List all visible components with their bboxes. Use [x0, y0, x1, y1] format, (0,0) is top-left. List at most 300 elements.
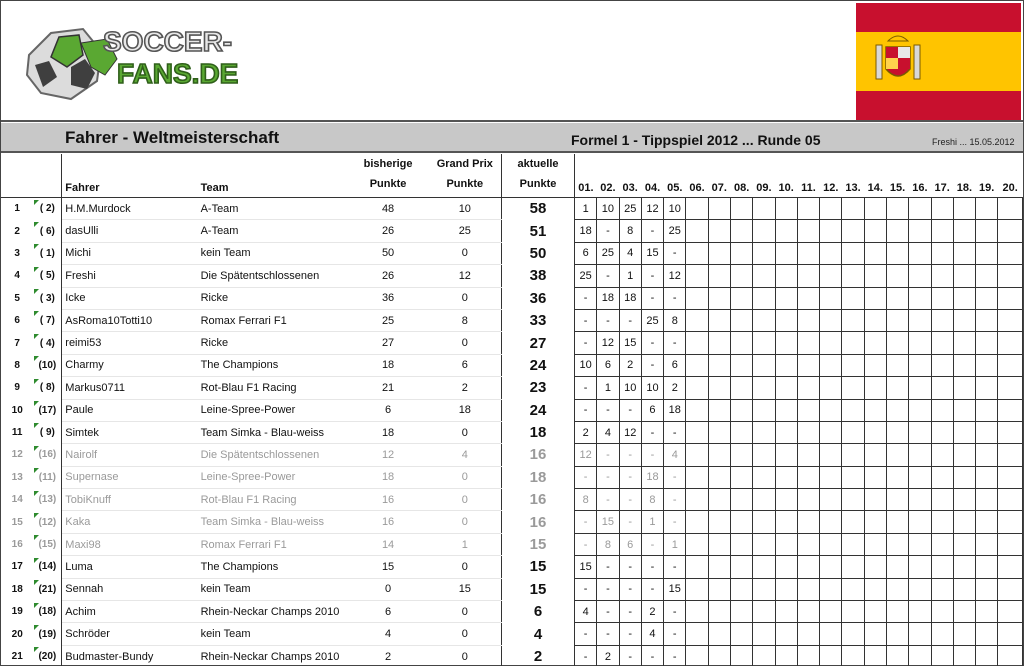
round-points-cell: 15	[619, 332, 641, 354]
round-points-cell: 8	[664, 309, 686, 331]
current-points-header	[502, 154, 575, 198]
round-points-cell	[753, 220, 775, 242]
round-points-cell	[842, 220, 864, 242]
previous-rank-cell: (14)	[33, 556, 61, 578]
round-header: 16.	[909, 154, 931, 198]
round-points-cell	[953, 466, 975, 488]
round-points-cell	[909, 242, 931, 264]
round-points-cell	[753, 444, 775, 466]
grand-prix-points-cell: 0	[429, 511, 502, 533]
round-points-cell	[708, 645, 730, 666]
grand-prix-points-cell: 0	[429, 556, 502, 578]
round-points-cell	[931, 466, 953, 488]
round-points-cell	[686, 444, 708, 466]
round-points-cell	[953, 489, 975, 511]
round-header: 02.	[597, 154, 619, 198]
rank-cell: 3	[14, 247, 20, 259]
grand-prix-points-cell: 0	[429, 623, 502, 645]
round-points-cell: -	[575, 287, 597, 309]
previous-rank-cell: ( 5)	[33, 265, 61, 287]
round-points-cell	[730, 601, 752, 623]
rank-cell: 6	[14, 315, 20, 327]
round-points-cell	[864, 220, 886, 242]
round-header: 14.	[864, 154, 886, 198]
round-points-cell: 25	[575, 265, 597, 287]
grand-prix-points-header-line2: Punkte	[446, 178, 484, 190]
round-points-cell	[953, 511, 975, 533]
round-points-cell	[909, 533, 931, 555]
round-points-cell: 2	[664, 377, 686, 399]
round-points-cell	[842, 377, 864, 399]
round-points-cell	[998, 511, 1023, 533]
round-points-cell: 6	[641, 399, 663, 421]
round-points-cell	[909, 601, 931, 623]
round-points-cell	[775, 489, 797, 511]
rank-cell: 14	[11, 494, 23, 506]
current-points-cell: 16	[502, 511, 575, 533]
previous-points-header-line1: bisherige	[363, 158, 413, 170]
round-points-cell	[931, 198, 953, 220]
round-points-cell: 25	[664, 220, 686, 242]
round-points-cell	[842, 556, 864, 578]
round-points-cell: 10	[641, 377, 663, 399]
round-points-cell	[976, 556, 998, 578]
round-points-cell	[842, 489, 864, 511]
author-date: Freshi ... 15.05.2012	[932, 137, 1015, 147]
round-points-cell: 6	[664, 354, 686, 376]
round-points-cell	[998, 399, 1023, 421]
round-points-cell	[976, 533, 998, 555]
round-header: 13.	[842, 154, 864, 198]
round-points-cell	[686, 242, 708, 264]
round-points-cell	[976, 466, 998, 488]
team-name-cell: A-Team	[198, 198, 348, 220]
round-points-cell	[842, 533, 864, 555]
round-points-cell	[753, 533, 775, 555]
round-header: 20.	[998, 154, 1023, 198]
standings-rows	[1, 198, 1023, 666]
round-points-cell: 10	[575, 354, 597, 376]
round-points-cell: 25	[597, 242, 619, 264]
round-points-cell	[998, 265, 1023, 287]
round-points-cell: -	[575, 309, 597, 331]
grand-prix-points-header	[429, 154, 502, 198]
round-points-cell: -	[619, 511, 641, 533]
round-points-cell	[842, 421, 864, 443]
current-points-cell: 18	[502, 466, 575, 488]
table-row	[1, 623, 1023, 645]
grand-prix-points-cell: 15	[429, 578, 502, 600]
team-name-cell: The Champions	[198, 556, 348, 578]
round-points-cell: 4	[619, 242, 641, 264]
round-points-cell: 2	[641, 601, 663, 623]
round-points-cell: 2	[619, 354, 641, 376]
round-points-cell	[886, 578, 908, 600]
round-points-cell	[842, 309, 864, 331]
previous-points-cell: 26	[348, 265, 429, 287]
grand-prix-points-cell: 25	[429, 220, 502, 242]
current-points-cell: 18	[502, 421, 575, 443]
round-points-cell	[931, 421, 953, 443]
round-points-cell: -	[619, 556, 641, 578]
team-name-cell: Romax Ferrari F1	[198, 309, 348, 331]
logo-text-line1: SOCCER-	[103, 26, 233, 57]
previous-points-cell: 50	[348, 242, 429, 264]
round-points-cell	[909, 354, 931, 376]
round-points-cell	[976, 578, 998, 600]
previous-points-cell: 2	[348, 645, 429, 666]
round-points-cell	[998, 645, 1023, 666]
round-points-cell	[842, 332, 864, 354]
team-name-cell: Rhein-Neckar Champs 2010	[198, 601, 348, 623]
driver-name-cell: reimi53	[62, 332, 198, 354]
round-points-cell	[797, 354, 819, 376]
round-points-cell	[775, 287, 797, 309]
round-points-cell	[797, 533, 819, 555]
previous-points-cell: 48	[348, 198, 429, 220]
round-points-cell	[708, 511, 730, 533]
round-points-cell: -	[664, 332, 686, 354]
round-points-cell: -	[597, 220, 619, 242]
round-points-cell	[708, 220, 730, 242]
grand-prix-points-cell: 8	[429, 309, 502, 331]
round-points-cell: -	[597, 489, 619, 511]
round-points-cell: -	[619, 645, 641, 666]
round-points-cell	[730, 578, 752, 600]
round-points-cell: -	[641, 220, 663, 242]
round-points-cell	[842, 287, 864, 309]
round-points-cell: 12	[641, 198, 663, 220]
current-points-cell: 36	[502, 287, 575, 309]
rank-cell: 10	[11, 404, 23, 416]
round-points-cell	[753, 511, 775, 533]
current-points-cell: 51	[502, 220, 575, 242]
driver-name-cell: Luma	[62, 556, 198, 578]
round-points-cell: 25	[619, 198, 641, 220]
round-points-cell	[953, 242, 975, 264]
previous-points-cell: 12	[348, 444, 429, 466]
round-points-cell	[976, 242, 998, 264]
round-points-cell: -	[619, 444, 641, 466]
table-row	[1, 578, 1023, 600]
round-points-cell	[842, 444, 864, 466]
round-points-cell	[753, 287, 775, 309]
rank-header	[1, 154, 33, 198]
round-points-cell	[998, 444, 1023, 466]
round-points-cell	[998, 533, 1023, 555]
round-points-cell: 18	[575, 220, 597, 242]
round-points-cell	[708, 399, 730, 421]
round-points-cell	[864, 489, 886, 511]
soccer-fans-logo	[21, 15, 251, 107]
round-points-cell	[953, 198, 975, 220]
round-header: 07.	[708, 154, 730, 198]
round-points-cell	[775, 578, 797, 600]
round-points-cell	[931, 377, 953, 399]
driver-name-cell: Markus0711	[62, 377, 198, 399]
round-points-cell	[686, 220, 708, 242]
round-points-cell	[953, 377, 975, 399]
round-points-cell	[775, 354, 797, 376]
previous-points-cell: 25	[348, 309, 429, 331]
round-points-cell	[775, 556, 797, 578]
current-points-cell: 16	[502, 489, 575, 511]
round-points-cell	[686, 466, 708, 488]
round-points-cell	[797, 623, 819, 645]
round-points-cell	[686, 287, 708, 309]
table-row	[1, 198, 1023, 220]
previous-points-cell: 4	[348, 623, 429, 645]
round-points-cell	[864, 399, 886, 421]
round-points-cell: 4	[597, 421, 619, 443]
round-points-cell	[864, 601, 886, 623]
rank-cell: 1	[14, 203, 20, 215]
table-row	[1, 220, 1023, 242]
round-points-cell	[976, 332, 998, 354]
round-points-cell	[775, 421, 797, 443]
round-points-cell	[775, 332, 797, 354]
round-points-cell: 1	[597, 377, 619, 399]
round-points-cell	[953, 309, 975, 331]
round-points-cell	[753, 354, 775, 376]
previous-points-cell: 18	[348, 466, 429, 488]
round-points-cell	[842, 601, 864, 623]
round-header: 05.	[664, 154, 686, 198]
round-points-cell	[998, 466, 1023, 488]
round-points-cell: -	[597, 265, 619, 287]
table-row	[1, 377, 1023, 399]
rank-cell: 8	[14, 359, 20, 371]
round-points-cell	[842, 399, 864, 421]
driver-name-cell: Maxi98	[62, 533, 198, 555]
round-points-cell	[708, 533, 730, 555]
round-points-cell	[976, 377, 998, 399]
round-points-cell	[686, 645, 708, 666]
round-points-cell	[864, 198, 886, 220]
round-points-cell	[931, 645, 953, 666]
team-name-cell: Romax Ferrari F1	[198, 533, 348, 555]
round-points-cell	[753, 377, 775, 399]
round-points-cell	[931, 489, 953, 511]
table-row	[1, 354, 1023, 376]
round-points-cell: 2	[575, 421, 597, 443]
round-points-cell	[753, 556, 775, 578]
round-points-cell	[797, 444, 819, 466]
round-points-cell	[998, 220, 1023, 242]
round-points-cell	[797, 466, 819, 488]
round-points-cell	[708, 354, 730, 376]
previous-rank-cell: (15)	[33, 533, 61, 555]
round-points-cell	[931, 623, 953, 645]
round-header: 15.	[886, 154, 908, 198]
round-points-cell	[797, 601, 819, 623]
round-points-cell	[797, 511, 819, 533]
team-name-cell: A-Team	[198, 220, 348, 242]
round-points-cell: -	[664, 287, 686, 309]
round-points-cell	[708, 489, 730, 511]
round-points-cell	[708, 198, 730, 220]
round-points-cell: 1	[641, 511, 663, 533]
round-header: 11.	[797, 154, 819, 198]
round-points-cell	[730, 421, 752, 443]
round-points-cell	[730, 287, 752, 309]
rank-cell: 16	[11, 539, 23, 551]
round-points-cell: -	[575, 578, 597, 600]
driver-name-cell: Supernase	[62, 466, 198, 488]
round-points-cell	[998, 309, 1023, 331]
round-points-cell	[842, 511, 864, 533]
round-points-cell	[909, 377, 931, 399]
round-points-cell: -	[575, 645, 597, 666]
round-points-cell	[730, 645, 752, 666]
rank-cell: 5	[14, 292, 20, 304]
round-points-cell	[686, 377, 708, 399]
round-points-cell	[753, 399, 775, 421]
round-points-cell	[686, 533, 708, 555]
round-points-cell	[886, 220, 908, 242]
round-points-cell: -	[619, 601, 641, 623]
current-points-cell: 24	[502, 399, 575, 421]
round-points-cell	[998, 354, 1023, 376]
round-points-cell	[775, 623, 797, 645]
round-points-cell	[797, 578, 819, 600]
round-points-cell	[976, 399, 998, 421]
round-points-cell: -	[664, 623, 686, 645]
driver-name-cell: Kaka	[62, 511, 198, 533]
round-points-cell	[909, 466, 931, 488]
round-points-cell: -	[664, 511, 686, 533]
rank-cell: 4	[14, 270, 20, 282]
round-points-cell	[864, 287, 886, 309]
round-points-cell: -	[619, 399, 641, 421]
rank-cell: 21	[11, 651, 23, 662]
previous-rank-cell: ( 1)	[33, 242, 61, 264]
round-points-cell	[730, 399, 752, 421]
round-points-cell	[998, 287, 1023, 309]
round-points-cell	[686, 399, 708, 421]
round-points-cell	[909, 556, 931, 578]
grand-prix-points-cell: 2	[429, 377, 502, 399]
current-points-cell: 58	[502, 198, 575, 220]
round-points-cell: -	[641, 265, 663, 287]
team-name-cell: Rot-Blau F1 Racing	[198, 377, 348, 399]
previous-points-cell: 27	[348, 332, 429, 354]
round-points-cell	[775, 198, 797, 220]
round-points-cell	[976, 309, 998, 331]
round-points-cell	[864, 578, 886, 600]
round-points-cell	[730, 556, 752, 578]
round-points-cell: 1	[575, 198, 597, 220]
round-points-cell	[953, 287, 975, 309]
round-points-cell	[820, 220, 842, 242]
round-points-cell	[931, 533, 953, 555]
round-points-cell	[976, 220, 998, 242]
round-points-cell	[820, 533, 842, 555]
round-points-cell	[931, 287, 953, 309]
rank-cell: 2	[14, 225, 20, 237]
round-points-cell: -	[575, 623, 597, 645]
round-points-cell: -	[619, 578, 641, 600]
round-points-cell: 18	[664, 399, 686, 421]
round-points-cell	[797, 421, 819, 443]
round-points-cell	[730, 511, 752, 533]
round-points-cell	[730, 332, 752, 354]
driver-name-cell: H.M.Murdock	[62, 198, 198, 220]
round-points-cell	[797, 332, 819, 354]
round-points-cell	[931, 444, 953, 466]
current-points-cell: 27	[502, 332, 575, 354]
current-points-cell: 24	[502, 354, 575, 376]
round-points-cell	[708, 601, 730, 623]
round-header: 09.	[753, 154, 775, 198]
round-points-cell	[730, 309, 752, 331]
round-points-cell: -	[664, 421, 686, 443]
round-points-cell	[931, 220, 953, 242]
driver-name-cell: AsRoma10Totti10	[62, 309, 198, 331]
round-points-cell: 8	[575, 489, 597, 511]
rank-cell: 7	[14, 337, 20, 349]
round-points-cell	[820, 287, 842, 309]
previous-points-cell: 18	[348, 354, 429, 376]
team-name-cell: Leine-Spree-Power	[198, 466, 348, 488]
previous-rank-cell: (10)	[33, 354, 61, 376]
driver-name-cell: Icke	[62, 287, 198, 309]
round-points-cell	[931, 578, 953, 600]
round-header: 18.	[953, 154, 975, 198]
team-name-cell: Die Spätentschlossenen	[198, 265, 348, 287]
round-points-cell	[820, 511, 842, 533]
previous-rank-cell: (19)	[33, 623, 61, 645]
round-points-cell	[864, 623, 886, 645]
round-points-cell: -	[575, 533, 597, 555]
round-points-cell	[730, 198, 752, 220]
round-points-cell	[686, 421, 708, 443]
previous-points-header-line2: Punkte	[369, 178, 407, 190]
driver-column-header: Fahrer	[62, 154, 198, 198]
round-points-cell	[775, 242, 797, 264]
current-points-header-line2: Punkte	[519, 178, 557, 190]
round-points-cell	[775, 444, 797, 466]
round-points-cell	[886, 601, 908, 623]
grand-prix-points-cell: 0	[429, 421, 502, 443]
round-points-cell	[797, 556, 819, 578]
table-row	[1, 601, 1023, 623]
team-name-cell: Leine-Spree-Power	[198, 399, 348, 421]
round-points-cell	[775, 399, 797, 421]
previous-rank-cell: (21)	[33, 578, 61, 600]
grand-prix-points-cell: 12	[429, 265, 502, 287]
round-points-cell	[909, 198, 931, 220]
round-points-cell	[820, 242, 842, 264]
round-points-cell: -	[575, 332, 597, 354]
previous-points-cell: 36	[348, 287, 429, 309]
round-points-cell: 12	[619, 421, 641, 443]
round-points-cell	[708, 556, 730, 578]
round-points-cell	[931, 309, 953, 331]
previous-points-cell: 6	[348, 601, 429, 623]
round-points-cell	[864, 309, 886, 331]
round-points-cell: 15	[641, 242, 663, 264]
round-points-cell	[909, 220, 931, 242]
round-points-cell	[998, 377, 1023, 399]
current-points-cell: 15	[502, 533, 575, 555]
table-row	[1, 511, 1023, 533]
round-points-cell	[864, 645, 886, 666]
round-points-cell	[864, 444, 886, 466]
round-points-cell	[909, 645, 931, 666]
table-row	[1, 444, 1023, 466]
round-points-cell	[953, 533, 975, 555]
